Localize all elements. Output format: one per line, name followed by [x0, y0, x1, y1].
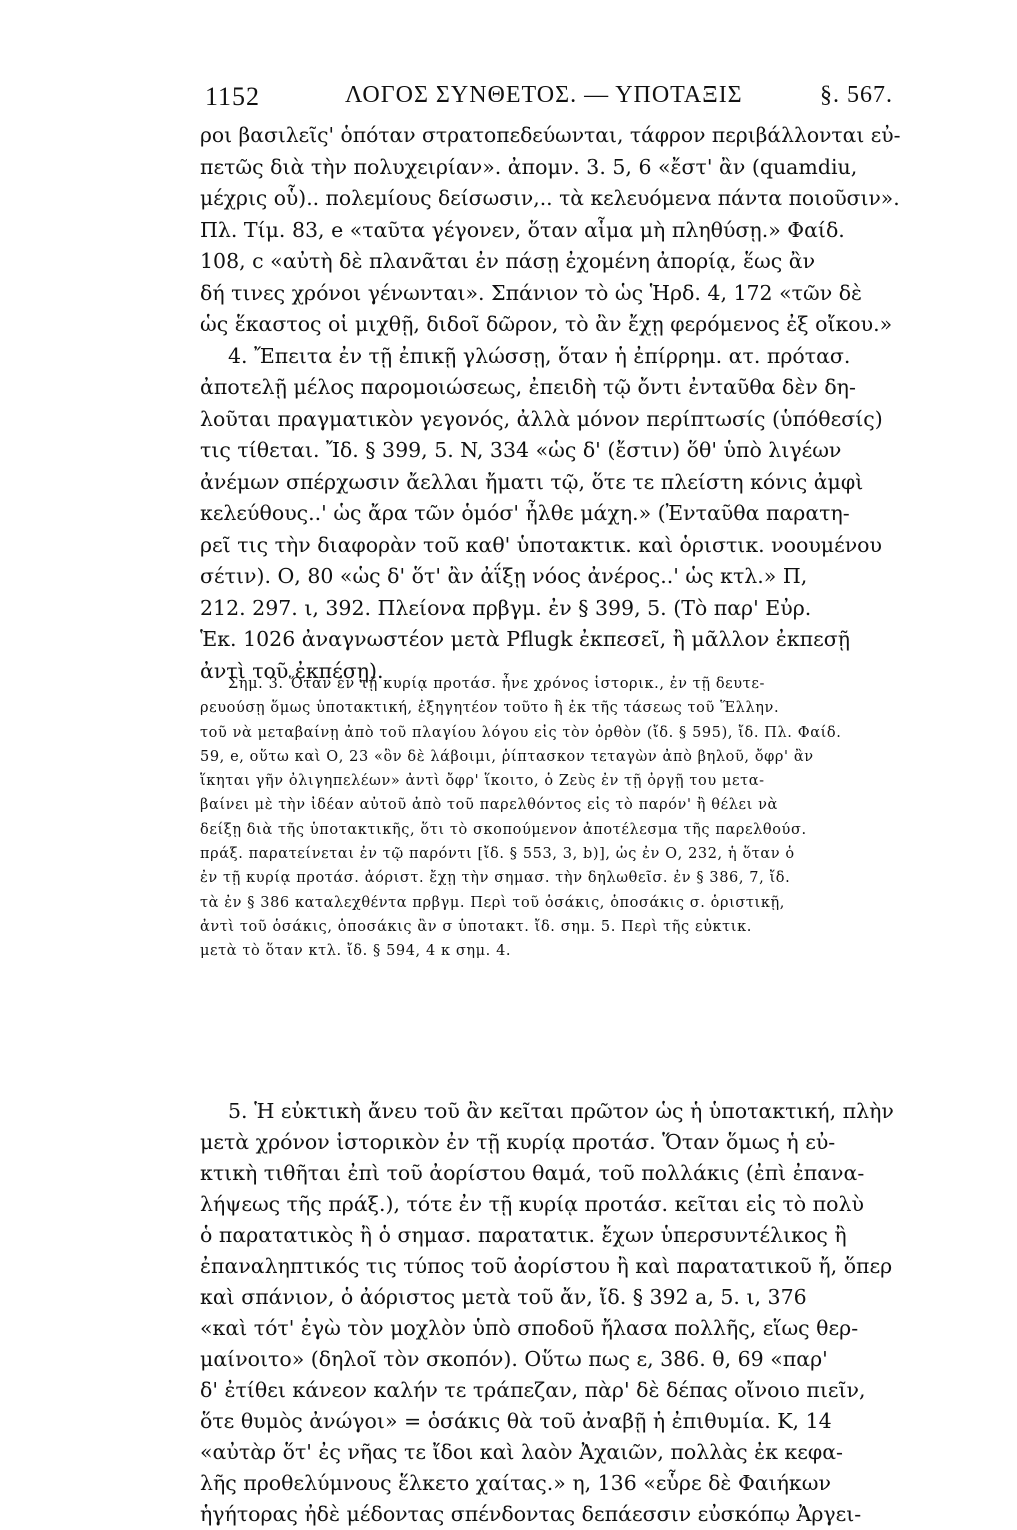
text-line: «αὐτὰρ ὅτ' ἐς νῆας τε ἴδοι καὶ λαὸν Ἀχαιῶν, πολλὰς ἐκ κεφα- [200, 1440, 843, 1464]
text-line: μετὰ χρόνον ἱστορικὸν ἐν τῇ κυρίᾳ προτάσ. Ὅταν ὅμως ἡ εὐ- [200, 1130, 836, 1154]
text-line: δή τινες χρόνοι γένωνται». Σπάνιον τὸ ὡς Ἡρδ. 4, 172 «τῶν δὲ [200, 280, 863, 305]
text-line: λοῦται πραγματικὸν γεγονός, ἀλλὰ μόνον περίπτωσίς (ὑπόθεσίς) [200, 406, 883, 431]
note-line: 59, e, οὕτω καὶ Ο, 23 «ὃν δὲ λάβοιμι, ῥίπτασκον τεταγὼν ἀπὸ βηλοῦ, ὄφρ' ἂν [200, 748, 814, 765]
note-line: ἵκηται γῆν ὀλιγηπελέων» ἀντὶ ὄφρ' ἵκοιτο, ὁ Ζεὺς ἐν τῇ ὀργῇ του μετα- [200, 773, 765, 790]
text-line: ἡγήτορας ἠδὲ μέδοντας σπένδοντας δεπάεσσιν εὐσκόπῳ Ἀργει- [200, 1502, 862, 1526]
text-line: Ἑκ. 1026 ἀναγνωστέον μετὰ Pflugk ἐκπεσεῖ, ἢ μᾶλλον ἐκπεσῇ [200, 627, 851, 651]
note-line: ἀντὶ τοῦ ὁσάκις, ὁποσάκις ἂν σ ὑποτακτ. ἴδ. σημ. 5. Περὶ τῆς εὐκτικ. [200, 918, 752, 935]
text-line: μέχρις οὗ).. πολεμίους δείσωσιν,.. τὰ κελευόμενα πάντα ποιοῦσιν». [200, 186, 900, 210]
note-line: βαίνει μὲ τὴν ἰδέαν αὐτοῦ ἀπὸ τοῦ παρελθόντος εἰς τὸ παρόν' ἢ θέλει νὰ [200, 797, 778, 814]
paragraph-4 [200, 120, 900, 687]
text-line: 212. 297. ι, 392. Πλείονα πρβγμ. ἐν § 399, 5. (Τὸ παρ' Εὐρ. [200, 595, 812, 620]
note-line: πράξ. παρατείνεται ἐν τῷ παρόντι [ἴδ. § 553, 3, b)], ὡς ἐν Ο, 232, ἡ ὅταν ὁ [200, 846, 795, 863]
note-line: Σημ. 3. Ὅταν ἐν τῇ κυρίᾳ προτάσ. ἦνε χρόνος ἱστορικ., ἐν τῇ δευτε- [228, 676, 765, 692]
paragraph-5 [200, 1096, 900, 1530]
text-line: ἐπαναληπτικός τις τύπος τοῦ ἀορίστου ἢ καὶ παρατατικοῦ ἤ, ὅπερ [200, 1254, 893, 1278]
text-line: ὡς ἕκαστος οἱ μιχθῇ, διδοῖ δῶρον, τὸ ἂν ἔχῃ φερόμενος ἐξ οἴκου.» [200, 312, 893, 336]
note-line: τοῦ νὰ μεταβαίνῃ ἀπὸ τοῦ πλαγίου λόγου εἰς τὸν ὀρθὸν (ἴδ. § 595), ἴδ. Πλ. Φαίδ. [200, 724, 842, 741]
text-line: ρεῖ τις τὴν διαφορὰν τοῦ καθ' ὑποτακτικ. καὶ ὁριστικ. νοουμένου [200, 532, 882, 557]
text-line: 108, c «αὐτὴ δὲ πλανᾶται ἐν πάσῃ ἐχομένη ἀπορίᾳ, ἕως ἂν [200, 249, 816, 273]
text-line: ροι βασιλεῖς' ὁπόταν στρατοπεδεύωνται, τάφρον περιβάλλονται εὐ- [200, 123, 901, 147]
text-line: κελεύθους..' ὡς ἄρα τῶν ὁμόσ' ἦλθε μάχη.» (Ἐνταῦθα παρατη- [200, 501, 850, 525]
note-line: τὰ ἐν § 386 καταλεχθέντα πρβγμ. Περὶ τοῦ ὁσάκις, ὁποσάκις σ. ὁριστικῇ, [200, 894, 785, 911]
text-line: λῆς προθελύμνους ἕλκετο χαίτας.» η, 136 «εὗρε δὲ Φαιήκων [200, 1471, 831, 1495]
text-line: μαίνοιτο» (δηλοῖ τὸν σκοπόν). Οὕτω πως ε, 386. θ, 69 «παρ' [200, 1347, 828, 1371]
text-line: «καὶ τότ' ἐγὼ τὸν μοχλὸν ὑπὸ σποδοῦ ἤλασα πολλῆς, εἵως θερ- [200, 1316, 859, 1340]
text-line: ἀντὶ τοῦ ἐκπέσῃ). [200, 658, 384, 683]
page-number: 1152 [205, 82, 261, 111]
text-line: 4. Ἔπειτα ἐν τῇ ἐπικῇ γλώσσῃ, ὅταν ἡ ἐπίρρημ. ατ. πρότασ. [228, 343, 851, 368]
text-line: ὅτε θυμὸς ἀνώγοι» = ὁσάκις θὰ τοῦ ἀναβῇ ἡ ἐπιθυμία. Κ, 14 [200, 1409, 832, 1433]
text-line: καὶ σπάνιον, ὁ ἀόριστος μετὰ τοῦ ἄν, ἴδ. § 392 a, 5. ι, 376 [200, 1285, 807, 1309]
footnote-block [200, 672, 900, 964]
text-line: λήψεως τῆς πράξ.), τότε ἐν τῇ κυρίᾳ προτάσ. κεῖται εἰς τὸ πολὺ [200, 1192, 864, 1216]
note-line: ἐν τῇ κυρίᾳ προτάσ. ἀόριστ. ἔχῃ τὴν σημασ. τὴν δηλωθεῖσ. ἐν § 386, 7, ἴδ. [200, 870, 791, 887]
text-line: δ' ἐτίθει κάνεον καλήν τε τράπεζαν, πὰρ' δὲ δέπας οἴνοιο πιεῖν, [200, 1378, 866, 1402]
note-line: ρευούσῃ ὅμως ὑποτακτική, ἐξηγητέον τοῦτο ἢ ἐκ τῆς τάσεως τοῦ Ἕλλην. [200, 700, 780, 717]
text-line: ὁ παρατατικὸς ἢ ὁ σημασ. παρατατικ. ἔχων ὑπερσυντέλικος ἢ [200, 1223, 847, 1247]
text-line: σέτιν). Ο, 80 «ὡς δ' ὅτ' ἂν ἀΐξῃ νόος ἀνέρος..' ὡς κτλ.» Π, [200, 564, 808, 588]
note-line: δείξῃ διὰ τῆς ὑποτακτικῆς, ὅτι τὸ σκοπούμενον ἀποτέλεσμα τῆς παρελθούσ. [200, 821, 807, 838]
text-line: κτικὴ τιθῆται ἐπὶ τοῦ ἀορίστου θαμά, τοῦ πολλάκις (ἐπὶ ἐπανα- [200, 1161, 865, 1185]
text-line: Πλ. Τίμ. 83, e «ταῦτα γέγονεν, ὅταν αἷμα μὴ πληθύσῃ.» Φαίδ. [200, 217, 845, 242]
text-line: ἀνέμων σπέρχωσιν ἄελλαι ἤματι τῷ, ὅτε τε πλείστη κόνις ἀμφὶ [200, 469, 864, 494]
section-number: §. 567. [820, 82, 893, 108]
text-line: πετῶς διὰ τὴν πολυχειρίαν». ἀπομν. 3. 5, 6 «ἔστ' ἂν (quamdiu, [200, 154, 858, 179]
note-line: μετὰ τὸ ὅταν κτλ. ἴδ. § 594, 4 κ σημ. 4. [200, 943, 512, 960]
text-line: τις τίθεται. Ἴδ. § 399, 5. N, 334 «ὡς δ' (ἔστιν) ὅθ' ὑπὸ λιγέων [200, 438, 842, 462]
chapter-title: ΛΟΓΟΣ ΣΥΝΘΕΤΟΣ. — ΥΠΟΤΑΞΙΣ [345, 82, 743, 108]
text-line: 5. Ἡ εὐκτικὴ ἄνευ τοῦ ἂν κεῖται πρῶτον ὡς ἡ ὑποτακτική, πλὴν [228, 1099, 894, 1123]
text-line: ἀποτελῇ μέλος παρομοιώσεως, ἐπειδὴ τῷ ὄντι ἐνταῦθα δὲν δη- [200, 375, 856, 399]
